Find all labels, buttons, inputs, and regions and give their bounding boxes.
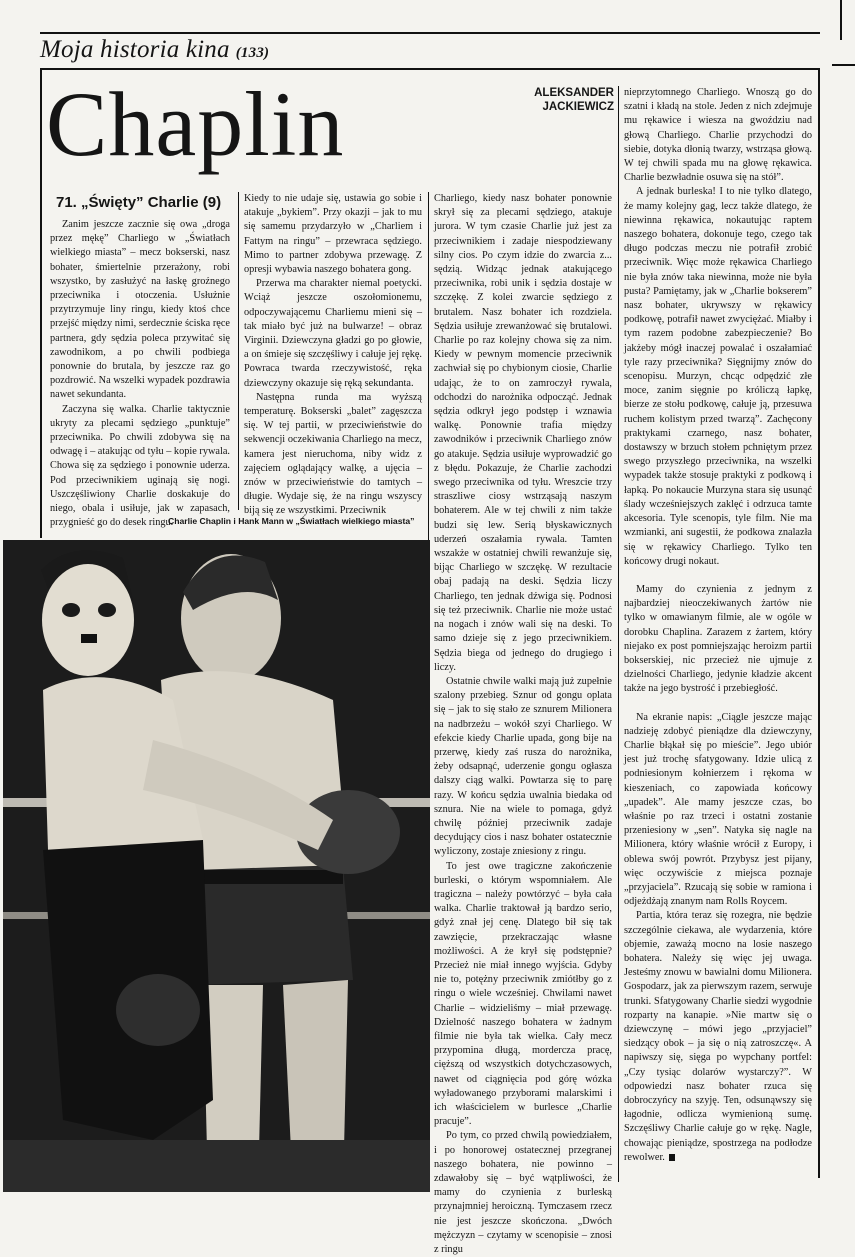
article-column-4 — [624, 86, 812, 1182]
paragraph: Ostatnie chwile walki mają już zupełnie szalony przebieg. Sznur od gongu oplata się – jak to się stało ze sznurem Milionera na nadbrzeżu – wokół szyi Charliego. W efekcie kiedy Charlie upada, gong bije na przerwę, kiedy zaś rusza do narożnika, żeby odsapnąć, uderzenie gongu ogłasza dalszy ciąg walki. Powtarza się to parę razy. W końcu sędzia uwalnia biedaka od sznura. Nie na wiele to pomaga, gdyż chwilę później przeciwnik zadaje decydujący cios i nasz bohater ostatecznie wyliczony, zostaje zniesiony z ringu. — [434, 675, 612, 858]
paragraph: A jednak burleska! I to nie tylko dlatego, że mamy kolejny gag, lecz także dlatego, że niewinna rękawica, nokautując raptem naszego bohatera, dokonuje tego, czego tak długo podczas meczu nie potrafił zrobić przeciwnik. Więc może rękawica Charliego nie była znów taka niewinna, może nie była pusta? Pamiętamy, jak w „Charlie bokserem” nasz bohater, ukrywszy w rękawicy podkowę, potrafił nawet zwyciężać. Miałby i tym razem podobne zabezpieczenie? Bo jakżeby mógł inaczej powalać i oszałamiać tyle razy przeciwnika? Sięgnijmy znów do scenopisu. Murzyn, chcąc odpędzić złe moce, zanim sięgnie po króliczą łapkę, bierze ze stołu podkowę, całuje ją, przesuwa ruchem kolistym przed twarzą”. Zachęcony praktykami czarnego, nasz bohater, dostawszy w brzuch stołem pchniętym przez swego przyszłego przeciwnika, na wszelki wypadek także stosuje praktyki z podkową i łapką. Po nokaucie Murzyna stara się usunąć ślady wcześniejszych zaklęć i odrzuca tamte akcesoria. Tyle scenopis, tyle film. Nie ma wzmianki, ani sugestii, że podkowa znalazła się w rękawicy Charliego. Tylko ten końcowy drugi nokaut. — [624, 186, 812, 567]
article-subhead: 71. „Święty” Charlie (9) — [56, 194, 222, 211]
corner-mark — [840, 0, 842, 40]
paragraph: Charliego, kiedy nasz bohater ponownie skrył się za plecami sędziego, atakuje jurora. W tym czasie Charlie już jest za przeciwnikiem i zadaje niespodziewany silny cios. Po czym idzie do zwarcia z... sędzią. Widząc jednak atakującego przeciwnika, robi unik i sędzia dostaje w szczękę. Z kolei zwarcie sędziego z brutalem. Nasz bohater ich rozdziela. Sędzia usiłuje zrewanżować się brutalowi. Charlie po raz kolejny chowa się za nim. Kiedy w pewnym momencie przeciwnik zachwiał się po chybionym ciosie, Charlie udając, że to on zamroczył rywala, odchodzi do narożnika odpocząć. Jednak sędzia odkrył jego podstęp i wznawia walkę. Ponownie trafia między zawodników i przeciwnik Charliego znów go atakuje. Sędzia usiłuje wyprowadzić go z błędu. Pokazuje, że Charlie zachodzi swego przeciwnika od tyłu. Wreszcie trzy straszliwe ciosy wstrząsają naszym bohaterem. Ale w tej chwili z nim także budzi się lew. Serią błyskawicznych uderzeń oszałamia rywala. Tamten wszakże w ostatniej chwili rewanżuje się, bijąc Charliego w szczękę. W rezultacie obaj padają na deski. Sędzia liczy Charliego, ten jednak dźwiga się. Podnosi się też przeciwnik. Charlie nie może ustać na nogach i znów wali się na deski. To samo dzieje się z jego przeciwnikiem. Sędzia biega od jednego do drugiego i liczy. — [434, 193, 612, 673]
paragraph: nieprzytomnego Charliego. Wnoszą go do szatni i kładą na stole. Jeden z nich zdejmuje mu rękawice i wiesza na gwoździu nad głową Charliego. Charlie przychodzi do siebie, dotyka dłonią twarzy, wstrząsa głową. W tej chwili spada mu na głowę rękawica. Charlie bezwładnie osuwa się na stół”. — [624, 87, 812, 184]
author-first-name: ALEKSANDER — [534, 87, 614, 99]
opponent-belt — [193, 870, 343, 884]
series-number: (133) — [235, 45, 270, 61]
paragraph: To jest owe tragiczne zakończenie burleski, o którym wspomniałem. Ale tragiczna – należy powtórzyć – była cała walka. Charlie traktował ją bardzo serio, gdyż znał jej cenę. Dlatego bił się tak zawzięcie, przekraczając własne możliwości. A że krył się podstępnie? Przecież nie miał innego wyjścia. Gdyby nie to, potężny przeciwnik zmiótłby go z ringu o wiele wcześniej. Chwilami nawet Charlie – widzieliśmy – miał przewagę. Dzielność naszego bohatera w żadnym filmie nie była tak wielka. Cały mecz przypomina długą, mordercza pracę, cięższą od wszystkich dotychczasowych, nawet od ciągnięcia pod górę wózka wyładowanego przyborami malarskimi i ich właścicielem w burlesce „Charlie pracuje”. — [434, 860, 612, 1128]
photo-caption: Charlie Chaplin i Hank Mann w „Światłach wielkiego miasta” — [168, 516, 415, 526]
paragraph — [624, 909, 812, 1165]
column-rule-1 — [238, 192, 239, 510]
paragraph: Mamy do czynienia z jednym z najbardziej nieoczekiwanych żartów nie tylko w omawianym filmie, ale w ogóle w dorobku Chaplina. Zarazem z żartem, który niejako ex post pomniejszając heroizm partii bokserskiej, nic przecież nie ujmuje z dzielności Charliego, jedynie kładzie akcent także na jego bystrość i przebiegłość. — [624, 583, 812, 695]
column-rule-3 — [618, 86, 619, 1182]
series-title — [40, 36, 269, 64]
paragraph: Przerwa ma charakter niemal poetycki. Wciąż jeszcze oszołomionemu, odpoczywającemu Charliemu mieni się – tak miało być już na bulwarze! – obraz Virginii. Dziewczyna gładzi go po głowie, a on śmieje się szczęśliwy i całuje jej rękę. Powraca twarda rzeczywistość, ręka dziewczyny okazuje się ręką sekundanta. — [244, 278, 422, 389]
charlie-face — [42, 564, 134, 676]
ring-floor — [3, 1140, 430, 1192]
author-byline — [514, 86, 614, 114]
paragraph: Następna runda ma wyższą temperaturę. Bokserski „balet” zagęszcza się. W tej partii, w przeciwieństwie do sekwencji oczekiwania Charliego na mecz, kamera jest nieruchoma, niby widz z zajęciem oglądający walkę, a ujęcia – znów w przeciwieństwie do tamtych – długie. Wydaje się, że na ringu wszyscy biją się ze wszystkimi. Przeciwnik — [244, 391, 422, 517]
boxing-photo — [3, 540, 430, 1192]
headline: Chaplin — [46, 73, 345, 175]
article-column-2 — [244, 192, 422, 517]
left-border — [40, 68, 42, 538]
paragraph-text: Partia, która teraz się rozegra, nie będzie szczególnie ciekawa, ale wydarzenia, które objemie, zaważą mocno na losie naszego bohatera. Należy się więc jej uwaga. Jesteśmy znowu w bawialni domu Milionera. Gospodarz, jak za pierwszym razem, serwuje trunki. Sfatygowany Charlie siedzi wygodnie rozparty na kanapie. »Nie martw się o dziewczynę – mówi jego „przyjaciel” siedzący obok – ja się o nią zatroszczę«. A napiwszy się, sięga po wypchany portfel: „Czy tysiąc dolarów wystarczy?”. W odpowiedzi nasz bohater rzuca się dobroczyńcy na szyję. Ten, odsunąwszy się łagodnie, odlicza wymienioną sumę. Szczęśliwy Charlie całuje go w rękę. Nagle, chowając pieniądze, spostrzega na podłodze rewolwer. — [624, 910, 812, 1163]
paragraph: Zanim jeszcze zacznie się owa „droga przez mękę” Charliego w „Światłach wielkiego miasta” – mecz bokserski, nasz bohater, śmiertelnie przerażony, robi wszystko, by zasłużyć na łaskę groźnego przeciwnika i otoczenia. Usłużnie przytrzymuje liny ringu, kiedy ktoś chce przejść między nimi, serdecznie ściska ręce partnera, gdy sędzia poleca przywitać się zawodnikom, a po chwili podbiega ponownie do brutala, by jeszcze raz go pozdrowić. Na wszelki wypadek pozdrawia nawet sekundanta. — [50, 219, 230, 401]
series-name: Moja historia kina — [40, 36, 230, 63]
end-mark — [669, 1154, 675, 1161]
paragraph: Na ekranie napis: „Ciągle jeszcze mając nadzieję zdobyć pieniądze dla dziewczyny, Charlie błąkał się po mieście”. Jego ubiór jest już trochę sfatygowany. Idzie ulicą z podniesionym kołnierzem i rękoma w kieszeniach, co zapowiada końcowy „upadek”. Ale mamy jeszcze czas, bo właśnie po raz trzeci i ostatni zostanie przeniesiony w „sen”. Natyka się nagle na Milionera, który właśnie wrócił z Europy, i oblewa swój powrót. Przybysz jest pijany, więc oczywiście z miejsca poznaje „przyjaciela”. Rzucają się sobie w ramiona i odjeżdżają znanym nam Rolls Roycem. — [624, 711, 812, 908]
article-column-1 — [50, 218, 230, 529]
author-last-name: JACKIEWICZ — [542, 101, 614, 113]
charlie-moustache — [81, 634, 97, 643]
charlie-eye — [62, 603, 80, 617]
right-border — [818, 68, 820, 1178]
top-rule — [40, 32, 820, 34]
article-column-3 — [434, 192, 612, 1256]
corner-mark-bottom — [832, 64, 855, 66]
paragraph: Kiedy to nie udaje się, ustawia go sobie i atakuje „bykiem”. Przy okazji – jak to mu się samemu przydarzyło w „Charliem i Fattym na ringu” – przewraca sędziego. Mimo to partner zdobywa przewagę. Z opresji wybawia naszego bohatera gong. — [244, 193, 422, 276]
charlie-eye — [98, 603, 116, 617]
header-rule — [40, 68, 820, 70]
charlie-glove — [116, 974, 200, 1046]
paragraph: Po tym, co przed chwilą powiedziałem, i po honorowej ostatecznej przegranej naszego bohatera, nie powinno – zdawałoby się – być wątpliwości, że mamy do czynienia z burleską przynajmniej heroiczną. Tymczasem rzecz nie jest jeszcze skończona. „Dwóch mężczyzn – czytamy w scenopisie – znosi z ringu — [434, 1130, 612, 1256]
paragraph: Zaczyna się walka. Charlie taktycznie ukryty za plecami sędziego „punktuje” przeciwnika. Po chwili zdobywa się na odwagę i – atakując od tyłu – kopie rywala. Chowa się za sędziego i ponownie uderza. Pod przeciwnikiem uginają się nogi. Uszczęśliwiony Charlie doskakuje do niego, obala i usiłuje, jak w zapasach, przygnieść go do desek ringu. — [50, 403, 230, 529]
